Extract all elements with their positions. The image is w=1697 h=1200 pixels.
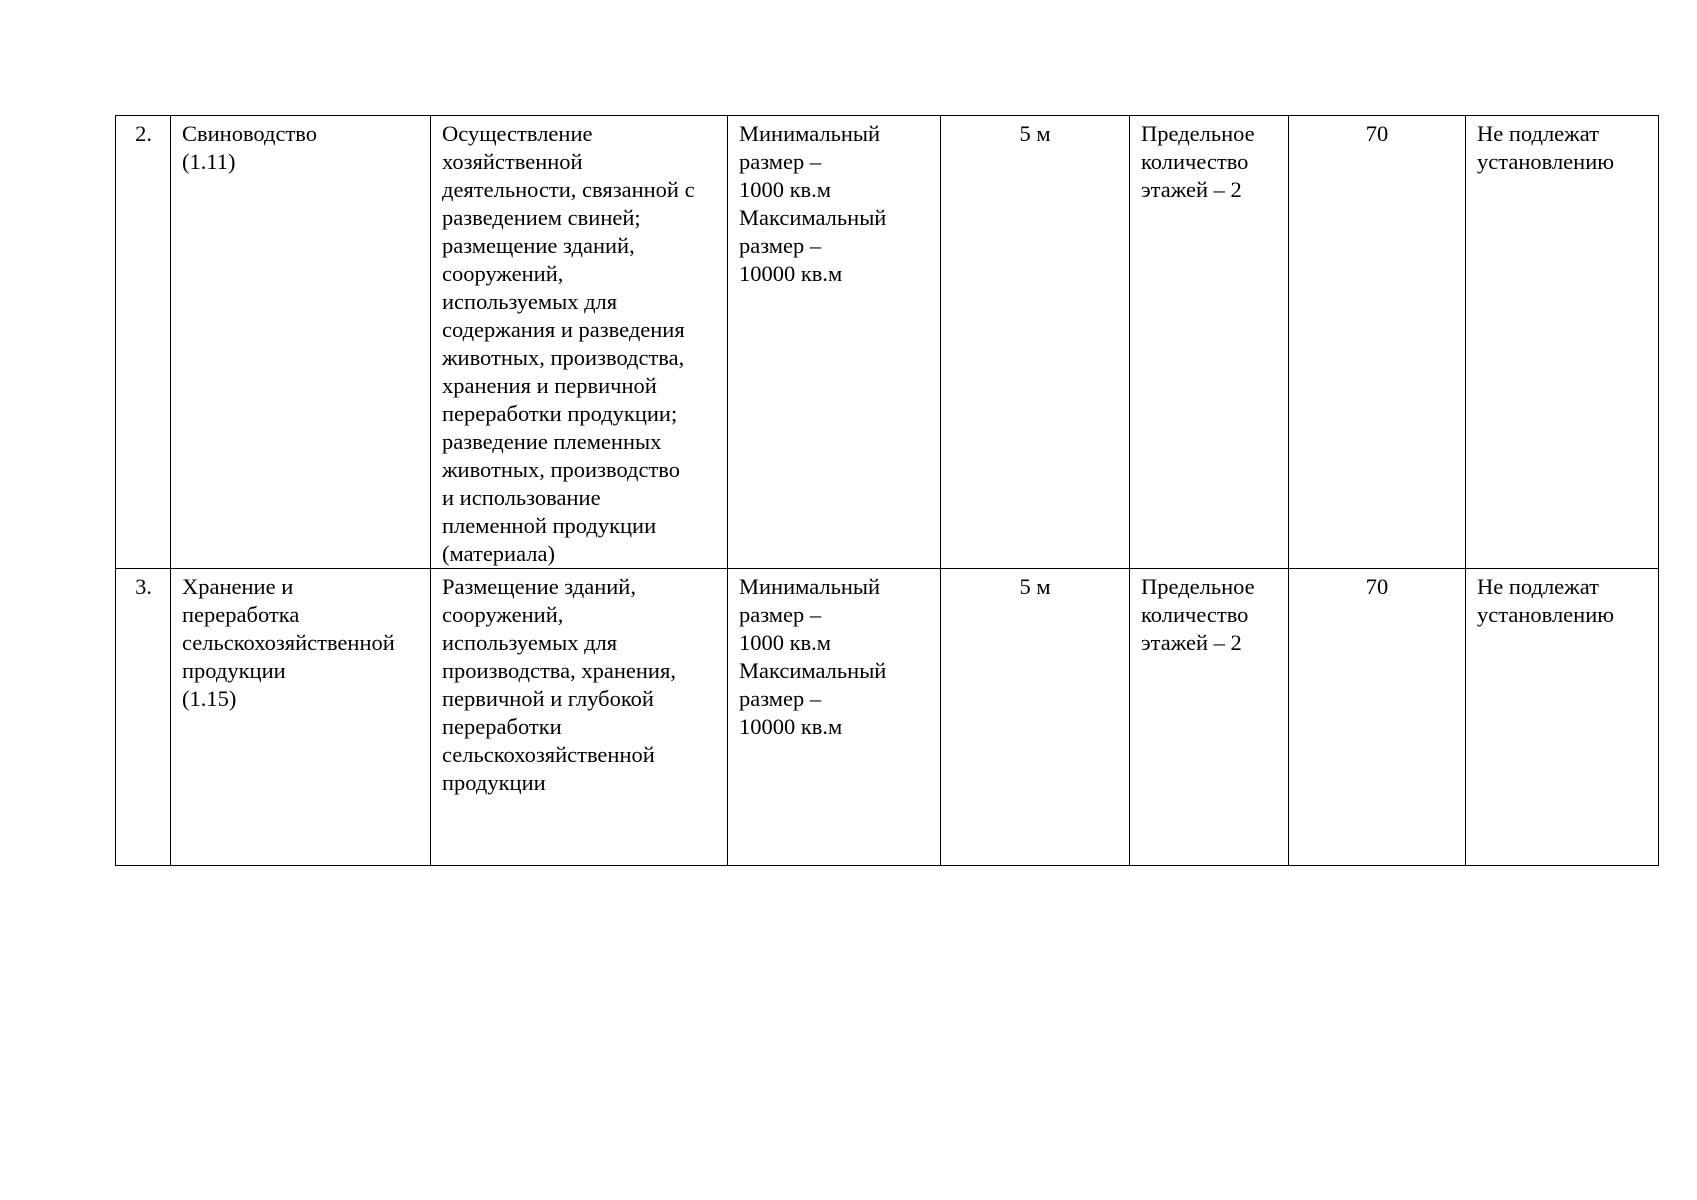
plot-size-cell: Минимальный размер – 1000 кв.м Максимальный размер – 10000 кв.м xyxy=(728,569,941,866)
row-number: 2. xyxy=(116,116,171,569)
use-type-cell: Хранение и переработка сельскохозяйственной продукции (1.15) xyxy=(171,569,431,866)
plot-size-cell: Минимальный размер – 1000 кв.м Максимальный размер – 10000 кв.м xyxy=(728,116,941,569)
height-limit-cell: Не подлежат установлению xyxy=(1466,116,1659,569)
setback-cell: 5 м xyxy=(941,569,1130,866)
row-number: 3. xyxy=(116,569,171,866)
description-cell: Размещение зданий, сооружений, используемых для производства, хранения, первичной и глубокой переработки сельскохозяйственной продукции xyxy=(431,569,728,866)
floors-cell: Предельное количество этажей – 2 xyxy=(1130,569,1289,866)
floors-cell: Предельное количество этажей – 2 xyxy=(1130,116,1289,569)
description-cell: Осуществление хозяйственной деятельности, связанной с разведением свиней; размещение зданий, сооружений, используемых для содержания и разведения животных, производства, хранения и первичной переработки продукции; разведение племенных животных, производство и использование племенной продукции (материала) xyxy=(431,116,728,569)
table-row xyxy=(116,569,1659,866)
height-limit-cell: Не подлежат установлению xyxy=(1466,569,1659,866)
coverage-cell: 70 xyxy=(1289,116,1466,569)
use-type-cell: Свиноводство (1.11) xyxy=(171,116,431,569)
table-row xyxy=(116,116,1659,569)
regulations-table xyxy=(115,115,1659,866)
coverage-cell: 70 xyxy=(1289,569,1466,866)
setback-cell: 5 м xyxy=(941,116,1130,569)
